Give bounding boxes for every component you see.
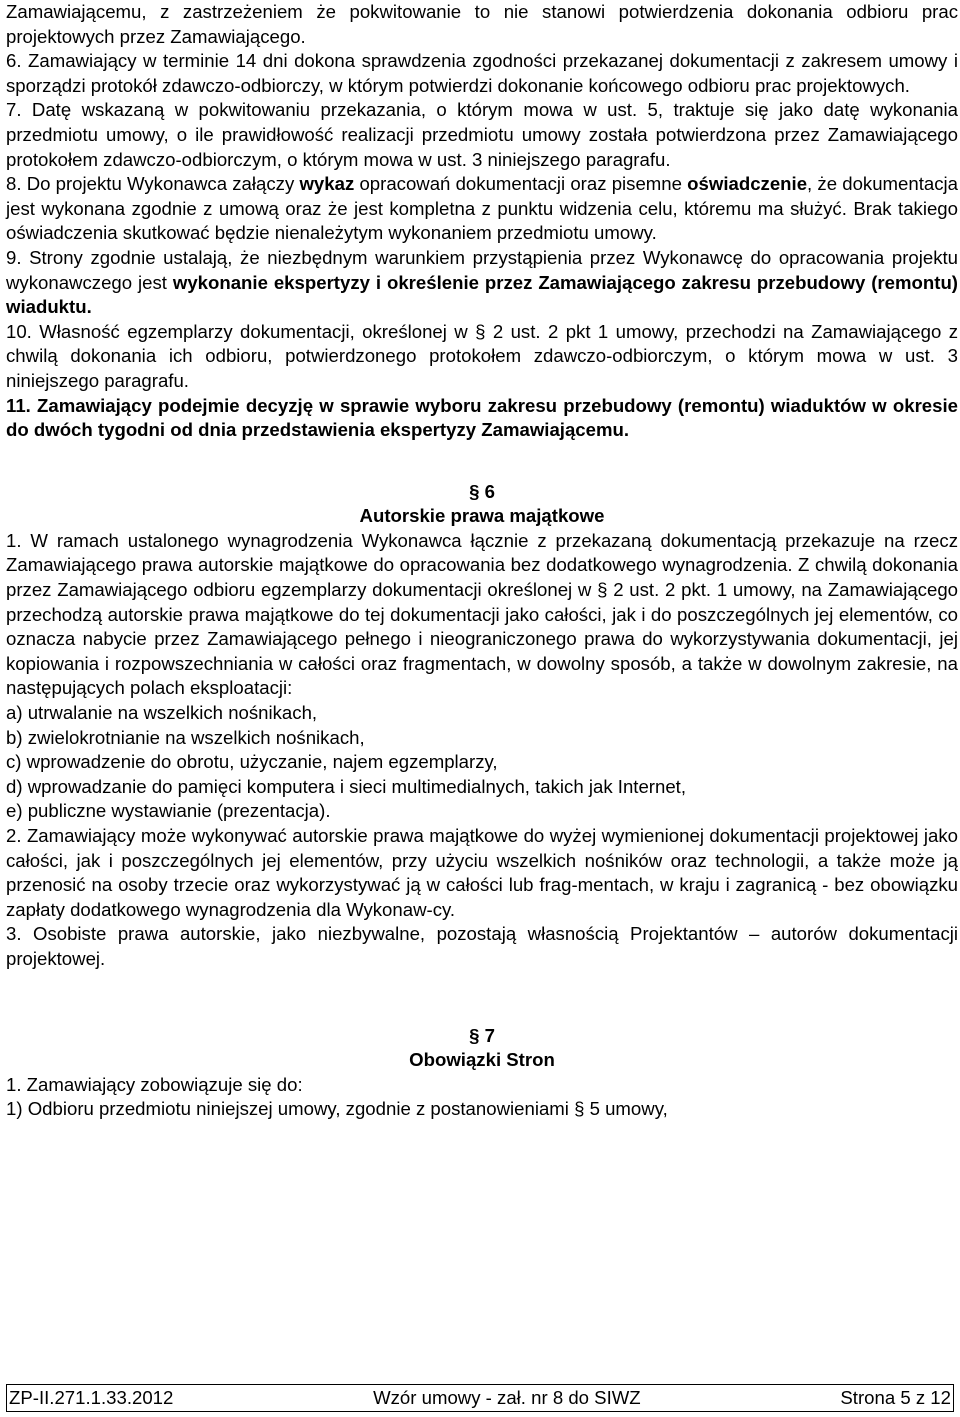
paragraph-7: 7. Datę wskazaną w pokwitowaniu przekazania, o którym mowa w ust. 5, traktuje się jako datę wykonania przedmiotu umowy, o ile prawidłowość realizacji przedmiotu umowy została potwierdzona przez Zamawiającego protokołem zdawczo-odbiorczym, o którym mowa w ust. 3 niniejszego paragrafu. [6, 99, 958, 170]
section-7-item-1: 1) Odbioru przedmiotu niniejszej umowy, zgodnie z postanowieniami § 5 umowy, [6, 1098, 668, 1120]
section-6-paragraph-2: 2. Zamawiający może wykonywać autorskie prawa majątkowe do wyżej wymienionej dokumentacji projektowej jako całości, jak i poszczególnych jej elementów, przy użyciu wszelkich nośników oraz technologii, a także może ją przenosić na osoby trzecie oraz wykorzystywać ją w całości lub frag-mentach, w kraju i zagranicą - bez obowiązku zapłaty dodatkowego wynagrodzenia dla Wykonaw-cy. [6, 825, 958, 920]
paragraph-8 [6, 172, 958, 246]
section-6-item-a: a) utrwalanie na wszelkich nośnikach, [6, 702, 318, 724]
section-6-item-c: c) wprowadzenie do obrotu, użyczanie, najem egzemplarzy, [6, 751, 498, 773]
page-footer [6, 1384, 954, 1412]
section-7-paragraph-1: 1. Zamawiający zobowiązuje się do: [6, 1073, 303, 1095]
paragraph-5-tail: Zamawiającemu, z zastrzeżeniem że pokwitowanie to nie stanowi potwierdzenia dokonania odbioru prac projektowych przez Zamawiającego. [6, 1, 958, 47]
document-page [6, 0, 958, 1122]
footer-reference: ZP-II.271.1.33.2012 [9, 1387, 174, 1408]
paragraph-6: 6. Zamawiający w terminie 14 dni dokona sprawdzenia zgodności przekazanej dokumentacji z zakresem umowy i sporządzi protokół zdawczo-odbiorczy, w którym potwierdzi dokonanie końcowego odbioru prac projektowych. [6, 50, 958, 96]
paragraph-9 [6, 246, 958, 320]
section-6-title: Autorskie prawa majątkowe [359, 505, 605, 527]
section-6-paragraph-3: 3. Osobiste prawa autorskie, jako niezbywalne, pozostają własnością Projektantów – autorów dokumentacji projektowej. [6, 923, 958, 969]
p8-bold-wykaz: wykaz [299, 173, 355, 195]
p8-text-e: , że dokumentacja jest wykonana zgodnie z umową oraz że jest kompletna z punktu widzenia celu, któremu ma służyć. Brak takiego oświadczenia skutkować będzie nienależytym wykonaniem przedmiotu umowy. [6, 173, 958, 244]
footer-page-number: Strona 5 z 12 [840, 1387, 951, 1408]
p9-bold: wykonanie ekspertyzy i określenie przez Zamawiającego zakresu przebudowy (remontu) wiaduktu. [6, 271, 958, 318]
paragraph-11 [6, 394, 958, 443]
section-7-number: § 7 [469, 1024, 495, 1046]
p11-bold: 11. Zamawiający podejmie decyzję w sprawie wyboru zakresu przebudowy (remontu) wiaduktów w okresie do dwóch tygodni od dnia przedstawienia ekspertyzy Zamawiającemu. [6, 394, 958, 441]
section-7-title: Obowiązki Stron [409, 1049, 555, 1071]
p8-text-c: opracowań dokumentacji oraz pisemne [354, 173, 688, 195]
p8-bold-oswiadczenie: oświadczenie [687, 173, 808, 195]
section-6-number: § 6 [469, 480, 495, 502]
p8-text-a: 8. Do projektu Wykonawca załączy [6, 173, 300, 195]
footer-title: Wzór umowy - zał. nr 8 do SIWZ [373, 1387, 641, 1408]
section-6-item-b: b) zwielokrotnianie na wszelkich nośnikach, [6, 726, 365, 748]
section-6-item-e: e) publiczne wystawianie (prezentacja). [6, 800, 331, 822]
p9-text-a: 9. Strony zgodnie ustalają, że niezbędnym warunkiem przystąpienia przez Wykonawcę do opracowania projektu wykonawczego jest [6, 246, 958, 293]
section-6-paragraph-1: 1. W ramach ustalonego wynagrodzenia Wykonawca łącznie z przekazaną dokumentacją przekazuje na rzecz Zamawiającego prawa autorskie majątkowe do opracowania bez dodatkowego wynagrodzenia. Z chwilą dokonania przez Zamawiającego odbioru egzemplarzy dokumentacji określonej w § 2 ust. 2 pkt. 1 umowy, na Zamawiającego przechodzą autorskie prawa majątkowe do tej dokumentacji jako całości, jak i do poszczególnych jej elementów, co oznacza nabycie przez Zamawiającego pełnego i nieograniczonego prawa do wykorzystywania dokumentacji, jej kopiowania i rozpowszechniania w całości oraz fragmentach, w dowolny sposób, a także w dowolnym zakresie, na następujących polach eksploatacji: [6, 529, 958, 699]
paragraph-10: 10. Własność egzemplarzy dokumentacji, określonej w § 2 ust. 2 pkt 1 umowy, przechodzi na Zamawiającego z chwilą dokonania ich odbioru, potwierdzonego protokołem zdawczo-odbiorczym, o którym mowa w ust. 3 niniejszego paragrafu. [6, 320, 958, 391]
section-6-item-d: d) wprowadzanie do pamięci komputera i sieci multimedialnych, takich jak Internet, [6, 775, 687, 797]
